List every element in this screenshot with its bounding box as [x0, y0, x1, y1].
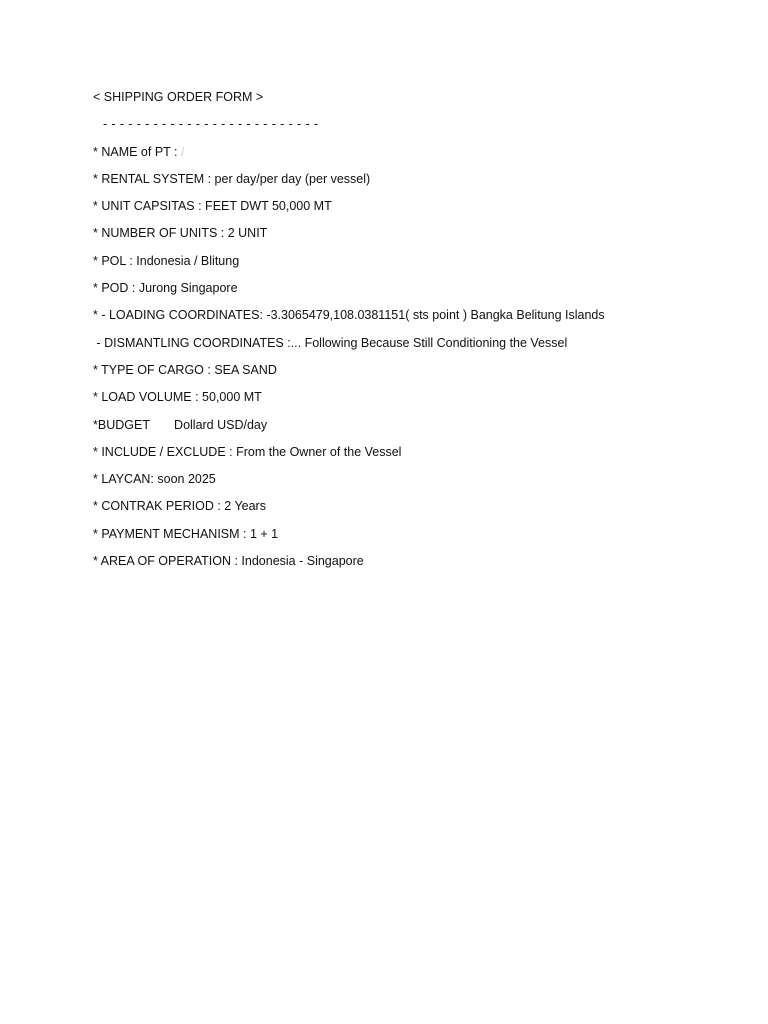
laycan-line: * LAYCAN: soon 2025	[93, 472, 216, 487]
dismantling-coordinates-line: - DISMANTLING COORDINATES :... Following Because Still Conditioning the Vessel	[93, 335, 568, 350]
loading-coordinates-line: * - LOADING COORDINATES: -3.3065479,108.0381151( sts point ) Bangka Belitung Islands	[93, 308, 605, 323]
include-exclude-line: * INCLUDE / EXCLUDE : From the Owner of the Vessel	[93, 444, 402, 459]
type-of-cargo-line: * TYPE OF CARGO : SEA SAND	[93, 362, 277, 377]
pol-line: * POL : Indonesia / Blitung	[93, 253, 240, 268]
name-of-pt-value: /	[181, 144, 185, 159]
contrak-period-line: * CONTRAK PERIOD : 2 Years	[93, 499, 266, 514]
rental-system-line: * RENTAL SYSTEM : per day/per day (per vessel)	[93, 171, 371, 186]
area-of-operation-line: * AREA OF OPERATION : Indonesia - Singapore	[93, 554, 364, 569]
load-volume-line: * LOAD VOLUME : 50,000 MT	[93, 390, 262, 405]
separator-line: - - - - - - - - - - - - - - - - - - - - - - - - - -	[103, 117, 319, 132]
name-of-pt-line	[93, 139, 733, 166]
unit-capsitas-line: * UNIT CAPSITAS : FEET DWT 50,000 MT	[93, 199, 332, 214]
form-title: < SHIPPING ORDER FORM >	[93, 90, 264, 104]
shipping-order-form	[93, 84, 733, 575]
number-of-units-line: * NUMBER OF UNITS : 2 UNIT	[93, 226, 268, 241]
payment-mechanism-line: * PAYMENT MECHANISM : 1 + 1	[93, 526, 279, 541]
name-of-pt-label: * NAME of PT :	[93, 144, 178, 159]
pod-line: * POD : Jurong Singapore	[93, 281, 238, 296]
budget-line: *BUDGET Dollard USD/day	[93, 417, 268, 432]
